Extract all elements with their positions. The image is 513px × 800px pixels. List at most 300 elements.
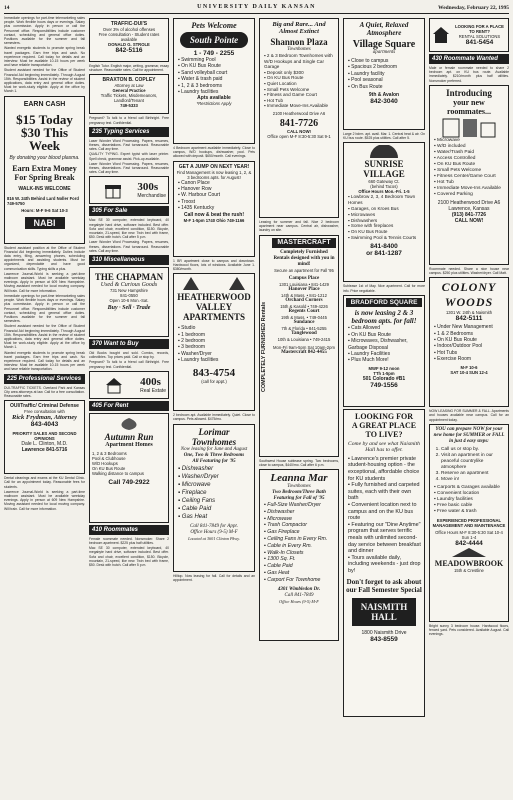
feature-item: ▪ Dishwasher xyxy=(178,465,252,473)
mastercraft-hours: Mon-Fri 9am-5pm Sat 10am-2pm xyxy=(273,344,335,350)
shannon-item: ▪ On KU Bus Route xyxy=(264,75,336,81)
rent-question: LOOKING FOR A PLACE TO RENT? xyxy=(455,24,504,34)
classified-text: NOW LEASING FOR SUMMER & FALL. Apartments and houses available near campus. Call for an appointment today. xyxy=(429,409,509,422)
sunrise-name: SUNRISE VILLAGE xyxy=(363,159,405,180)
meadow-step: 1. Call us or stop by. xyxy=(441,447,506,453)
village-name: Village Square xyxy=(352,39,416,50)
chapman-hours: Open 10-6 Mon.-Sat. xyxy=(109,298,149,304)
shannon-item: ▪ Deposit only $300 xyxy=(264,70,336,76)
masthead: UNIVERSITY DAILY KANSAN xyxy=(197,4,316,10)
leaf-icon xyxy=(101,416,157,432)
intro-item: ▪ Small Pets Welcome xyxy=(434,168,506,174)
leanna-title: Leanna Mar xyxy=(270,472,328,485)
mastercraft-t2: Secure an apartment for Fall '95 xyxy=(274,267,334,273)
classified-text: Laser Wonder Word Processing. Papers, resumes, theses, dissertations. Fast turnaround. Reasonable rates. Call any time. xyxy=(89,240,169,253)
feature-item: ▪ Washer/Dryer xyxy=(178,473,252,481)
mastercraft-vertical-text: COMPLETELY FURNISHED Rentals xyxy=(261,301,267,392)
chapman-name: THE CHAPMAN xyxy=(94,272,164,283)
attorney-heading: OUI/Traffic/ Criminal Defense xyxy=(10,403,79,410)
amenity-item: ▪ On KU Bus Route xyxy=(178,63,252,69)
meadow-management: EXPERIENCED PROFESSIONAL MANAGEMENT AND MAINTENANCE xyxy=(432,517,506,528)
shannon-plaza-ad xyxy=(259,18,339,218)
appliance-icon xyxy=(439,116,499,138)
great-t4: Don't forget to ask about our Fall Semester Special xyxy=(346,577,422,594)
classified-text: Leasing for summer and fall. Nice 2 bedroom apartment near campus. Central air, dishwasher, laundry on site. xyxy=(259,220,339,233)
classified-text: Old Books bought and sold. Comics, records, collectibles. Top prices paid. Call or stop by. xyxy=(89,351,169,360)
attorney-ad xyxy=(4,400,85,474)
chapman-phone: 841-0550 xyxy=(120,293,138,299)
section-bar: 405 For Rent xyxy=(89,401,169,411)
rental-solutions-ad xyxy=(429,18,509,52)
jump-sub: Find Management is now leasing 1, 2, & 3 bedrooms apts. for August! xyxy=(176,169,252,180)
classified-text: Dental cleanings and exams at the KU Dental Clinic. Call for an appointment today. Reasonable fees for students. xyxy=(4,476,85,489)
village-sub: apartments xyxy=(372,50,396,55)
meadow-hours: Office Hours M-F 8:30-5:30 Sat 10-4 Sun 1-4 xyxy=(435,529,503,540)
leanna-list xyxy=(262,502,336,584)
meadow-perk: ▪ Free water & trash xyxy=(434,509,506,515)
shannon-sub: Townhomes xyxy=(287,47,311,52)
classified-text: Pregnant? To talk to a friend call Birthright. Free pregnancy test. Confidential. xyxy=(89,360,169,369)
intro-phone: (913) 841-7726 xyxy=(451,211,487,218)
property-name: Orchard Corners xyxy=(285,297,323,303)
donate-text: By donating your blood plasma. xyxy=(9,154,80,161)
naismith-list xyxy=(346,456,422,575)
classified-text: Male or female roommate needed to share 2 bedroom apt. on KU bus route. Available immediately. $210/month plus half utilities. Nonsmoker preferred. xyxy=(429,66,509,83)
classified-text: Hilltop. Now leasing for fall. Call for details and an appointment. xyxy=(173,573,255,582)
property-detail: 7th & Florida • 841-5255 xyxy=(281,325,327,331)
almost-extinct: Almost Extinct xyxy=(279,28,319,35)
sunrise-item: ▪ Lowbrow 2, 3, 4 Bedroom Town Homes xyxy=(348,194,422,206)
classified-text: 2 bedroom apt. Available immediately. Quiet. Close to campus. Pets allowed. $475/mo. xyxy=(173,413,255,422)
issue-date: Wednesday, February 22, 1995 xyxy=(438,5,509,11)
jump-title: GET A JUMP ON NEXT YEAR! xyxy=(178,163,250,170)
attorney-phone: 843-4043 xyxy=(30,421,59,429)
sunrise-icon xyxy=(364,145,404,159)
house-icon xyxy=(432,26,450,44)
page-header xyxy=(4,2,509,14)
feature-item: ▪ Cable Paid xyxy=(178,505,252,513)
leanna-item: ▪ Full-Size Washer/Dryer xyxy=(264,502,336,509)
colony-item: ▪ On KU Bus Route xyxy=(434,337,506,343)
classified-text: Laser Wonder Word Processing. Papers, resumes, theses, dissertations. Fast turnaround. Reasonable rates. Call any time. xyxy=(89,138,169,152)
bradford-square-ad xyxy=(343,295,425,407)
unit-item: ▪ Studio xyxy=(178,325,252,331)
property-detail: 1301 Louisiana • 841-1429 xyxy=(279,281,329,287)
great-t2: A GREAT PLACE TO LIVE? xyxy=(351,420,417,439)
section-300s-header xyxy=(89,176,169,204)
bradford-item: ▪ Microwaves, Dishwasher, Garbage Disposal xyxy=(348,338,422,351)
intro-call-now: CALL NOW! xyxy=(454,217,484,224)
classified-text: Female roommate needed. Nonsmoker. Share 2 bedroom apartment. $225 plus half utilities. xyxy=(89,536,169,546)
nabi-logo: NABI xyxy=(25,217,65,229)
jump-phone: M-F 1-5pm 1740 Ohio 749-1166 xyxy=(183,217,245,223)
shannon-address: 2100 Heatherwood Drive A6 xyxy=(272,110,326,116)
sunrise-item: ▪ On KU Bus Route xyxy=(348,229,422,235)
unit-item: ▪ 3 bedroom xyxy=(178,344,252,350)
rental-phone: 841-5454 xyxy=(465,39,494,46)
naismith-item: ▪ Lawrence's premier private student-housing option - the exceptional, affordable choice for KU students xyxy=(348,456,422,482)
leanna-item: ▪ 1300 Sq. Ft. xyxy=(264,556,336,563)
chapman-ad xyxy=(89,267,169,337)
intro-item: ▪ Microwave xyxy=(434,138,506,144)
sunrise-list xyxy=(346,194,422,240)
column-6 xyxy=(428,16,510,798)
cash-amount-2: $30 This Week xyxy=(20,124,69,153)
braxton-ad xyxy=(89,74,169,114)
tree-icon xyxy=(179,276,249,292)
lorimar-ad xyxy=(173,424,255,572)
meadow-step: 2. Visit an apartment in our peaceful countrylike atmosphere xyxy=(441,453,506,471)
section-bar: 310 Miscellaneous xyxy=(89,255,169,265)
section-name: Real Estate xyxy=(140,387,166,394)
doctor-phone: Lawrence 841-5716 xyxy=(21,447,68,454)
great-t3: Come by and see what Naismith Hall has to offer. xyxy=(348,440,420,453)
braxton-sub: Attorney at Law xyxy=(114,83,144,89)
cash-amount-1: $15 Today xyxy=(16,111,73,127)
meadowbrook-ad xyxy=(429,424,509,622)
intro-sub: your new roommates... xyxy=(446,97,492,116)
intro-item: ▪ Immediate Move-Ins Available xyxy=(434,186,506,192)
village-item: ▪ Spacious 2 bedroom xyxy=(348,64,422,70)
sunrise-address: 660 Gateway Ct. xyxy=(368,179,400,185)
meadow-name: MEADOWBROOK xyxy=(434,558,504,568)
meadow-intro: YOU can prepare NOW for your new home for SUMMER or FALL in just 4 easy steps: xyxy=(433,426,505,444)
leanna-sub: Townhomes xyxy=(287,484,311,490)
classified-text: Mac SE 30 computer, extended keyboard, 40 megabyte hard drive, software included. Best offer. Sofa and chair, excellent condition, $150. Bicycle, mountain, 21-speed, like new. Twin bed with frame, $50. Desk with hutch. Call after 5 p.m. xyxy=(89,218,169,240)
autumn-title: Autumn Run xyxy=(104,431,154,442)
property-name: Tanglewood xyxy=(291,330,317,336)
colony-list xyxy=(432,324,506,362)
colony-hours-2: SAT 10-4 SUN 12-4 xyxy=(450,369,488,375)
meadow-perk: ▪ Carports & Garages available xyxy=(434,485,506,491)
naismith-phone: 843-8559 xyxy=(370,635,398,643)
colony-item: ▪ Indoor/Outdoor Pool xyxy=(434,343,506,349)
bradford-hours: MWF 9-12 noon xyxy=(368,365,400,371)
braxton-lines: Traffic Tickets, Misdemeanors, Landlord/Tenant xyxy=(100,93,158,104)
heatherwood-ad xyxy=(173,273,255,411)
section-bar: 225 Professional Services xyxy=(4,374,85,384)
village-item: ▪ Close to campus xyxy=(348,58,422,64)
colony-item: ▪ Exercise Room xyxy=(434,356,506,362)
classified-text: QUALITY TYPING. Expert typist with laser printer. Spell check, grammar assist. Pick-up available. xyxy=(89,152,169,161)
section-number: 300s xyxy=(137,181,159,194)
lorimar-sub: Now leasing for June and August xyxy=(180,446,248,452)
naismith-item: ▪ Fully furnished and carpeted suites, each with their own bath xyxy=(348,482,422,502)
feature-item: ▪ Gas Heat xyxy=(178,513,252,521)
intro-item: ▪ Water/Trash Paid xyxy=(434,150,506,156)
amenity-item: ▪ Sand volleyball court xyxy=(178,70,252,76)
house-icon xyxy=(444,547,494,559)
intro-list xyxy=(432,138,506,198)
pets-title: Pets Welcome xyxy=(191,21,237,30)
village-item: ▪ On Bus Route xyxy=(348,84,422,90)
feature-item: ▪ Microwave xyxy=(178,481,252,489)
column-1 xyxy=(3,16,86,798)
naismith-item: ▪ Featuring our "Dine Anytime" program that serves terrific meals with unlimited second-day service between breakfast and dinner xyxy=(348,522,422,555)
lorimar-list xyxy=(176,465,252,521)
braxton-name: BRAXTON B. COPLEY xyxy=(102,77,156,84)
colony-phone: 842-5111 xyxy=(455,315,483,323)
mastercraft-logo: MASTERCRAFT xyxy=(272,238,336,248)
section-bar: 305 For Sale xyxy=(89,206,169,216)
meadow-phone: 842-4444 xyxy=(455,539,483,547)
property-item: ▪ 1435 Kentucky xyxy=(178,205,252,211)
autumn-run-ad xyxy=(89,413,169,523)
heatherwood-call: (call for appt.) xyxy=(201,378,227,384)
attorney-name: Rick Frydman, Attorney xyxy=(12,414,77,422)
classified-text: Laser Wonder Word Processing. Papers, resumes, theses, dissertations. Fast turnaround. Reasonable rates. Call any time. xyxy=(89,161,169,175)
village-phone: 842-3040 xyxy=(370,98,398,106)
village-square-ad xyxy=(343,18,425,130)
south-pointe-ad xyxy=(173,18,255,144)
shannon-call-now: CALL NOW! xyxy=(287,128,311,134)
meadow-address: 15th & Crestline xyxy=(454,567,484,573)
meadow-step: 4. Move in! xyxy=(441,477,506,483)
naismith-address: 1800 Naismith Drive xyxy=(361,629,407,636)
leanna-address: 4301 Wimbledon Dr. xyxy=(277,586,321,592)
section-400s-header xyxy=(89,371,169,399)
lorimar-title: Lorimar Townhomes xyxy=(191,426,237,447)
meadow-step: 3. Reserve an apartment xyxy=(441,471,506,477)
unit-item: ▪ 2 bedroom xyxy=(178,338,252,344)
intro-item: ▪ On KU Bus Route xyxy=(434,162,506,168)
bradford-list xyxy=(346,325,422,363)
autumn-feature: On KU Bus Route xyxy=(92,465,126,471)
column-5 xyxy=(342,16,426,798)
second-opinion: PRIORITY SALES AND SECOND OPINIONS xyxy=(12,431,77,442)
bradford-hours-2: TTh 1-5pm xyxy=(373,370,395,376)
plasma-cash-ad xyxy=(4,96,85,244)
chapman-address: 731 New Hampshire xyxy=(110,288,148,294)
traffic-phone: 842-5116 xyxy=(115,47,143,54)
classified-text: Immediate openings for part-time telemarketing sales people. Work flexible hours days or evenings. Salary plus commission. Apply in person or call the Personnel office. Responsibilities include customer contact, scheduling and general office duties. Positions available for the summer and fall semesters. xyxy=(4,16,85,46)
heatherwood-title: HEATHERWOOD VALLEY APARTMENTS xyxy=(177,292,251,323)
leanna-item: ▪ Gas Heat xyxy=(264,570,336,577)
colony-item: ▪ 1 & 2 Bedrooms xyxy=(434,331,506,337)
village-address: 9th & Avalon xyxy=(368,92,400,99)
lorimar-beds: One, Two & Three Bedrooms xyxy=(183,452,245,458)
shannon-phone: 841-7726 xyxy=(279,117,319,129)
gift-icon xyxy=(104,181,122,199)
lorimar-features: All Featuring for '95 xyxy=(192,458,236,464)
autumn-phone: Call 749-2922 xyxy=(108,478,150,486)
walk-ins-text: WALK-INS WELCOME xyxy=(18,185,71,192)
sunrise-item: ▪ Dishwashers xyxy=(348,218,422,224)
south-pointe-phone: 1 - 749 - 2255 xyxy=(193,50,235,57)
classified-text: Immediate openings for part-time telemarketing sales people. Work flexible hours days or evenings. Salary plus commission. Apply in person or call the Personnel office. Responsibilities include customer contact, scheduling and general office duties. Positions available for the summer and fall semesters. xyxy=(4,293,85,324)
unit-item: ▪ Washer/Dryer xyxy=(178,351,252,357)
column-3 xyxy=(172,16,256,798)
amenity-list xyxy=(176,57,252,95)
classified-text: Mac SE 30 computer, extended keyboard, 40 megabyte hard drive, software included. Best offer. Sofa and chair, excellent condition, $150. Bicycle, mountain, 21-speed, like new. Twin bed with frame, $50. Desk with hutch. Call after 5 p.m. xyxy=(89,546,169,568)
shannon-hours: Office open M-F 8:30-5:30 Sat 9-1 xyxy=(267,133,331,139)
mastercraft-phone: Mastercraft 842-4455 xyxy=(281,349,327,355)
property-detail: 15th & Kasold • 749-4226 xyxy=(280,303,328,309)
leanna-item: ▪ Cable Paid xyxy=(264,563,336,570)
shannon-name: Shannon Plaza xyxy=(270,37,328,47)
naismith-logo: NAISMITH HALL xyxy=(352,598,416,626)
hours-text: Hours: M-F 9-6 Sat 10-3 xyxy=(21,207,68,213)
big-rare-title: Big and Rare... And xyxy=(272,21,326,28)
leanna-mar-ad xyxy=(259,469,339,641)
column-4 xyxy=(258,16,340,798)
classified-text: Student assistant needed for the Office of Student Financial Aid beginning immediately. Through August 15th. Responsibilities: Assist in the review of student applications, data entry and general office duties. Must be work-study eligible. Apply at the office by March 1. xyxy=(4,68,85,94)
intro-title: Introducing xyxy=(446,87,492,98)
colony-hours: M-F 10-6 xyxy=(460,364,478,370)
classified-text: Lawrence Journal-World is seeking a part-time mailroom assistant. Must be available weekday evenings. Apply in person at 609 New Hampshire. Moving assistant needed for local moving company. Will train. Call for more information. xyxy=(4,489,85,511)
amenity-item: ▪ 1, 2 & 3 bedrooms xyxy=(178,83,252,89)
property-name: Sundance xyxy=(293,319,315,325)
braxton-phone: 749-5333 xyxy=(120,103,138,109)
intro-item: ▪ W/D included xyxy=(434,144,506,150)
traffic-lines: Free consultation - Student rates available xyxy=(98,32,160,42)
sunrise-item: ▪ Swimming Pool & Tennis Courts xyxy=(348,235,422,241)
bradford-item: ▪ On KU Bus Route xyxy=(348,332,422,338)
restrictions-note: *Restrictions Apply xyxy=(196,101,232,107)
classified-text: Student assistant position at the Office of Student Financial Aid beginning immediately. Duties include data entry, filing, answering phones, scheduling appointments and assisting students. Must be organized, dependable and have good communication skills. Typing skills a plus. xyxy=(4,245,85,271)
traffic-name: DONALD G. STROLE xyxy=(108,42,150,47)
leanna-item: ▪ Gas Fireplace xyxy=(264,529,336,536)
classified-text: Roommate needed. Share a nice house near campus. $250 plus utilities. Washer/dryer. Call Matt. xyxy=(429,266,509,276)
sunrise-village-ad xyxy=(343,142,425,282)
intro-item: ▪ Hot Tub xyxy=(434,180,506,186)
colony-item: ▪ Hot Tubs xyxy=(434,350,506,356)
bradford-title: BRADFORD SQUARE xyxy=(346,298,422,307)
meadow-steps xyxy=(432,447,506,483)
shannon-item: ▪ Hot Tub xyxy=(264,98,336,104)
section-bar: 410 Roommates xyxy=(89,525,169,535)
section-bar: 235 Typing Services xyxy=(89,127,169,137)
sunrise-item: ▪ Garages, on Kroes Bus xyxy=(348,206,422,212)
leanna-item: ▪ Cable in Every Rm. xyxy=(264,543,336,550)
classified-text: Southwest House sublease spring. Two bedrooms, close to campus, $440/mo. Call after 6 p.m. xyxy=(259,458,339,467)
classified-text: Large 2 bdrm. apt. avail. Mar. 1. Central heat & air. On KU bus route. $525 plus utilities. Call after 5. xyxy=(343,132,425,141)
bradford-phone: 749-1556 xyxy=(370,381,398,389)
sunrise-sub: (behind Tacos) xyxy=(370,184,398,190)
amenity-item: ▪ Laundry facilities xyxy=(178,89,252,95)
leanna-item: ▪ Carport For Townhome xyxy=(264,577,336,584)
shannon-item: ▪ Immediate Move-Ins Available xyxy=(264,103,336,109)
sunrise-hours: Office Hours Mon.-Fri. 1-5 xyxy=(358,189,410,195)
property-item: ▪ W. Harbour Court xyxy=(178,192,252,198)
great-t1: LOOKING FOR xyxy=(354,411,413,421)
classified-text: Wanted energetic students to promote spring break travel packages. Earn free trips and cash. No experience required. Call today for details and an interview. Must be available 10-15 hours per week and have reliable transportation. xyxy=(4,350,85,372)
classified-text: DUI-TRAFFIC TICKETS. Overland Park and Kansas City area attorneys at law. Call for a free consultation. Reasonable rates. xyxy=(4,385,85,398)
classified-text: Sublease 1st of May. Nice apartment. Call for more info. Price negotiable. xyxy=(343,284,425,293)
traffic-dui-ad xyxy=(89,18,169,62)
lorimar-phone: Call 841-7849 for Appt. xyxy=(190,523,238,529)
rental-solutions-name: RENTAL SOLUTIONS xyxy=(458,34,501,39)
autumn-feature: 1, 2 & 3 Bedrooms xyxy=(92,450,127,456)
property-detail: 14th & Mass. • 841-1212 xyxy=(281,292,327,298)
sunrise-item: ▪ Microwaves xyxy=(348,212,422,218)
feature-item: ▪ Fireplace xyxy=(178,489,252,497)
sunrise-phone: 841-8400 xyxy=(370,242,398,250)
classified-text: Lawrence Journal-World is seeking a part-time mailroom assistant. Must be available weekday evenings. Apply in person at 609 New Hampshire. Moving assistant needed for local moving company. Will train. Call for more information. xyxy=(4,271,85,293)
colony-address: 1301 W. 24th & Naismith xyxy=(445,310,493,316)
autumn-feature: Walking distance to campus xyxy=(92,470,144,476)
classified-text: Wanted energetic students to promote spring break travel packages. Earn free trips and cash. No experience required. Call today for details and an interview. Must be available 10-15 hours per week and have reliable transportation. xyxy=(4,46,85,68)
call-now-text: Call now & beat the rush! xyxy=(183,211,244,218)
intro-item: ▪ Covered Parking xyxy=(434,192,506,198)
autumn-feature: W/D Hookups xyxy=(92,460,118,466)
leanna-beds: Two Bedroom/Three Bath xyxy=(272,490,326,496)
column-2 xyxy=(88,16,170,798)
leanna-item: ▪ Walk-In Closets xyxy=(264,550,336,557)
bradford-address: 501 Colorado #B1 xyxy=(362,375,406,382)
leanna-phone: Call 841-7849 xyxy=(284,592,314,598)
classified-text: 1 BR apartment close to campus and downtown. Hardwood floors, lots of windows. Available June 1. $380/month. xyxy=(173,258,255,272)
unit-item: ▪ Laundry facilities xyxy=(178,357,252,363)
mastercraft-list xyxy=(272,276,336,342)
unit-list xyxy=(176,325,252,363)
south-pointe-logo: South Pointe xyxy=(180,32,248,48)
heatherwood-phone: 843-4754 xyxy=(192,366,236,379)
lorimar-hours: Office Hours (9-5) M-F xyxy=(190,529,238,535)
traffic-title: TRAFFIC-DUI'S xyxy=(110,21,148,27)
classified-text: Bright sunny 3 bedroom house. Hardwood floors, fenced yard. Pets considered. Available August. Call evenings. xyxy=(429,623,509,637)
autumn-feature: Pool & Clubhouse xyxy=(92,455,126,461)
sunrise-phone-alt: or 841-1287 xyxy=(366,249,402,257)
meadow-perk: ▪ Free basic cable xyxy=(434,503,506,509)
leanna-item: ▪ Ceiling Fans in Every Rm. xyxy=(264,536,336,543)
amenity-item: ▪ Swimming Pool xyxy=(178,57,252,63)
leanna-features: Featuring for Fall of '95 xyxy=(273,496,325,502)
bradford-item: ▪ Laundry Facilities xyxy=(348,351,422,357)
address-text: 816 W. 24th Behind Lard Noller Ford 749-5750 xyxy=(7,195,79,206)
naismith-hall-ad xyxy=(343,409,425,717)
colony-woods-ad xyxy=(429,277,509,407)
mastercraft-ad xyxy=(259,235,339,457)
roommates-ad xyxy=(429,85,509,265)
section-number: 400s xyxy=(140,375,161,388)
amenity-item: ▪ Water & trash paid xyxy=(178,76,252,82)
house-icon xyxy=(105,376,123,394)
unit-item: ▪ 1 bedroom xyxy=(178,332,252,338)
leanna-item: ▪ Dishwasher xyxy=(264,509,336,516)
intro-address: 2100 Heatherwood Drive A6 Lawrence, Kansas xyxy=(437,199,501,212)
meadow-perks xyxy=(432,485,506,515)
property-name: Regents Court xyxy=(288,308,320,314)
page-number-left: 14 xyxy=(4,5,10,11)
shannon-item: ▪ Small Pets Welcome xyxy=(264,87,336,93)
property-name: Hanover Place xyxy=(288,286,320,292)
chapman-tagline: Buy · Sell · Trade xyxy=(107,305,151,312)
availability-note: Apts available xyxy=(197,95,231,102)
section-bar: 370 Want to Buy xyxy=(89,339,169,349)
village-item: ▪ Laundry facility xyxy=(348,71,422,77)
village-list xyxy=(346,58,422,90)
mastercraft-t1: Completely Furnished Rentals designed with you in mind! xyxy=(273,249,335,267)
leanna-item: ▪ Microwave xyxy=(264,516,336,523)
meadow-perk: ▪ Convenient location xyxy=(434,491,506,497)
leanna-hours: Office Hours (9-5) M-F xyxy=(279,598,319,604)
classified-text: Student assistant needed for the Office of Student Financial Aid beginning immediately. Through August 15th. Responsibilities: Assist in the review of student applications, data entry and general office duties. Must be work-study eligible. Apply at the office by March 1. xyxy=(4,324,85,350)
colony-title-2: WOODS xyxy=(444,295,494,310)
chapman-sub: Used & Curious Goods xyxy=(100,282,158,289)
shannon-item: ▪ Quiet Location xyxy=(264,81,336,87)
doctor-name: Dale L. Clinton, M.D. xyxy=(21,441,68,448)
intro-item: ▪ Fitness Center/Game Court xyxy=(434,174,506,180)
property-item: ▪ Troost xyxy=(178,199,252,205)
village-item: ▪ Pool seasonal xyxy=(348,77,422,83)
lorimar-location: Located at 3601 Clinton Pkwy. xyxy=(188,535,240,541)
property-item: ▪ Canon Place xyxy=(178,180,252,186)
shannon-item: ▪ 2 & 3 Bedroom Townhomes with W/D Hookups and Single Car Garage xyxy=(264,53,336,70)
classified-text: English Tutor. English major, writing, grammar, essay structure. Reasonable rates. Call for appointment. xyxy=(89,64,169,73)
earn-cash-heading: EARN CASH xyxy=(23,100,66,108)
leanna-item: ▪ Trash Compactor xyxy=(264,522,336,529)
